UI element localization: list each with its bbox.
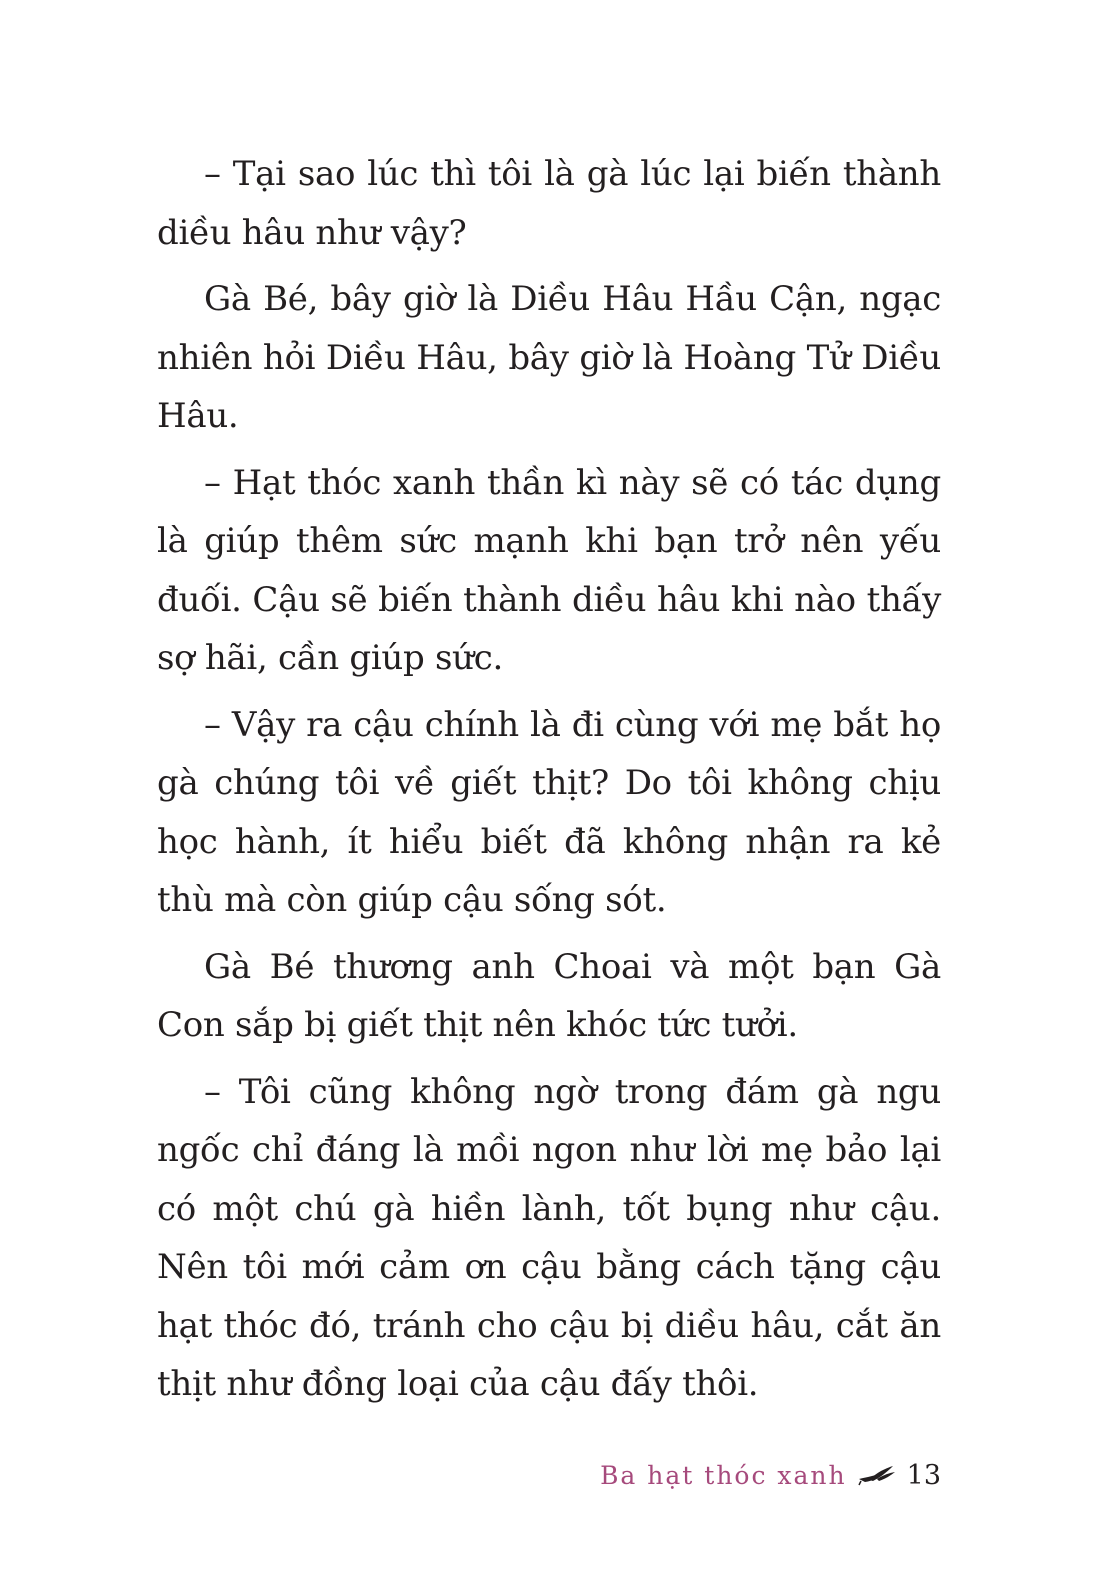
page-body xyxy=(157,145,941,1422)
page-number: 13 xyxy=(906,1459,941,1491)
page-footer xyxy=(600,1455,941,1495)
bird-ornament-icon xyxy=(857,1462,897,1488)
paragraph: Gà Bé thương anh Choai và một bạn Gà Con sắp bị giết thịt nên khóc tức tưởi. xyxy=(157,946,941,1045)
book-title: Ba hạt thóc xanh xyxy=(600,1460,847,1490)
paragraph: – Hạt thóc xanh thần kì này sẽ có tác dụng là giúp thêm sức mạnh khi bạn trở nên yếu đuối. Cậu sẽ biến thành diều hâu khi nào thấy sợ hãi, cần giúp sức. xyxy=(157,462,941,678)
paragraph: Gà Bé, bây giờ là Diều Hâu Hầu Cận, ngạc nhiên hỏi Diều Hâu, bây giờ là Hoàng Tử Diều Hâu. xyxy=(157,279,941,436)
paragraph: – Vậy ra cậu chính là đi cùng với mẹ bắt họ gà chúng tôi về giết thịt? Do tôi không chịu học hành, ít hiểu biết đã không nhận ra kẻ thù mà còn giúp cậu sống sót. xyxy=(157,704,941,920)
paragraph: – Tôi cũng không ngờ trong đám gà ngu ngốc chỉ đáng là mồi ngon như lời mẹ bảo lại có một chú gà hiền lành, tốt bụng như cậu. Nên tôi mới cảm ơn cậu bằng cách tặng cậu hạt thóc đó, tránh cho cậu bị diều hâu, cắt ăn thịt như đồng loại của cậu đấy thôi. xyxy=(157,1071,941,1404)
paragraph: – Tại sao lúc thì tôi là gà lúc lại biến thành diều hâu như vậy? xyxy=(157,154,941,253)
